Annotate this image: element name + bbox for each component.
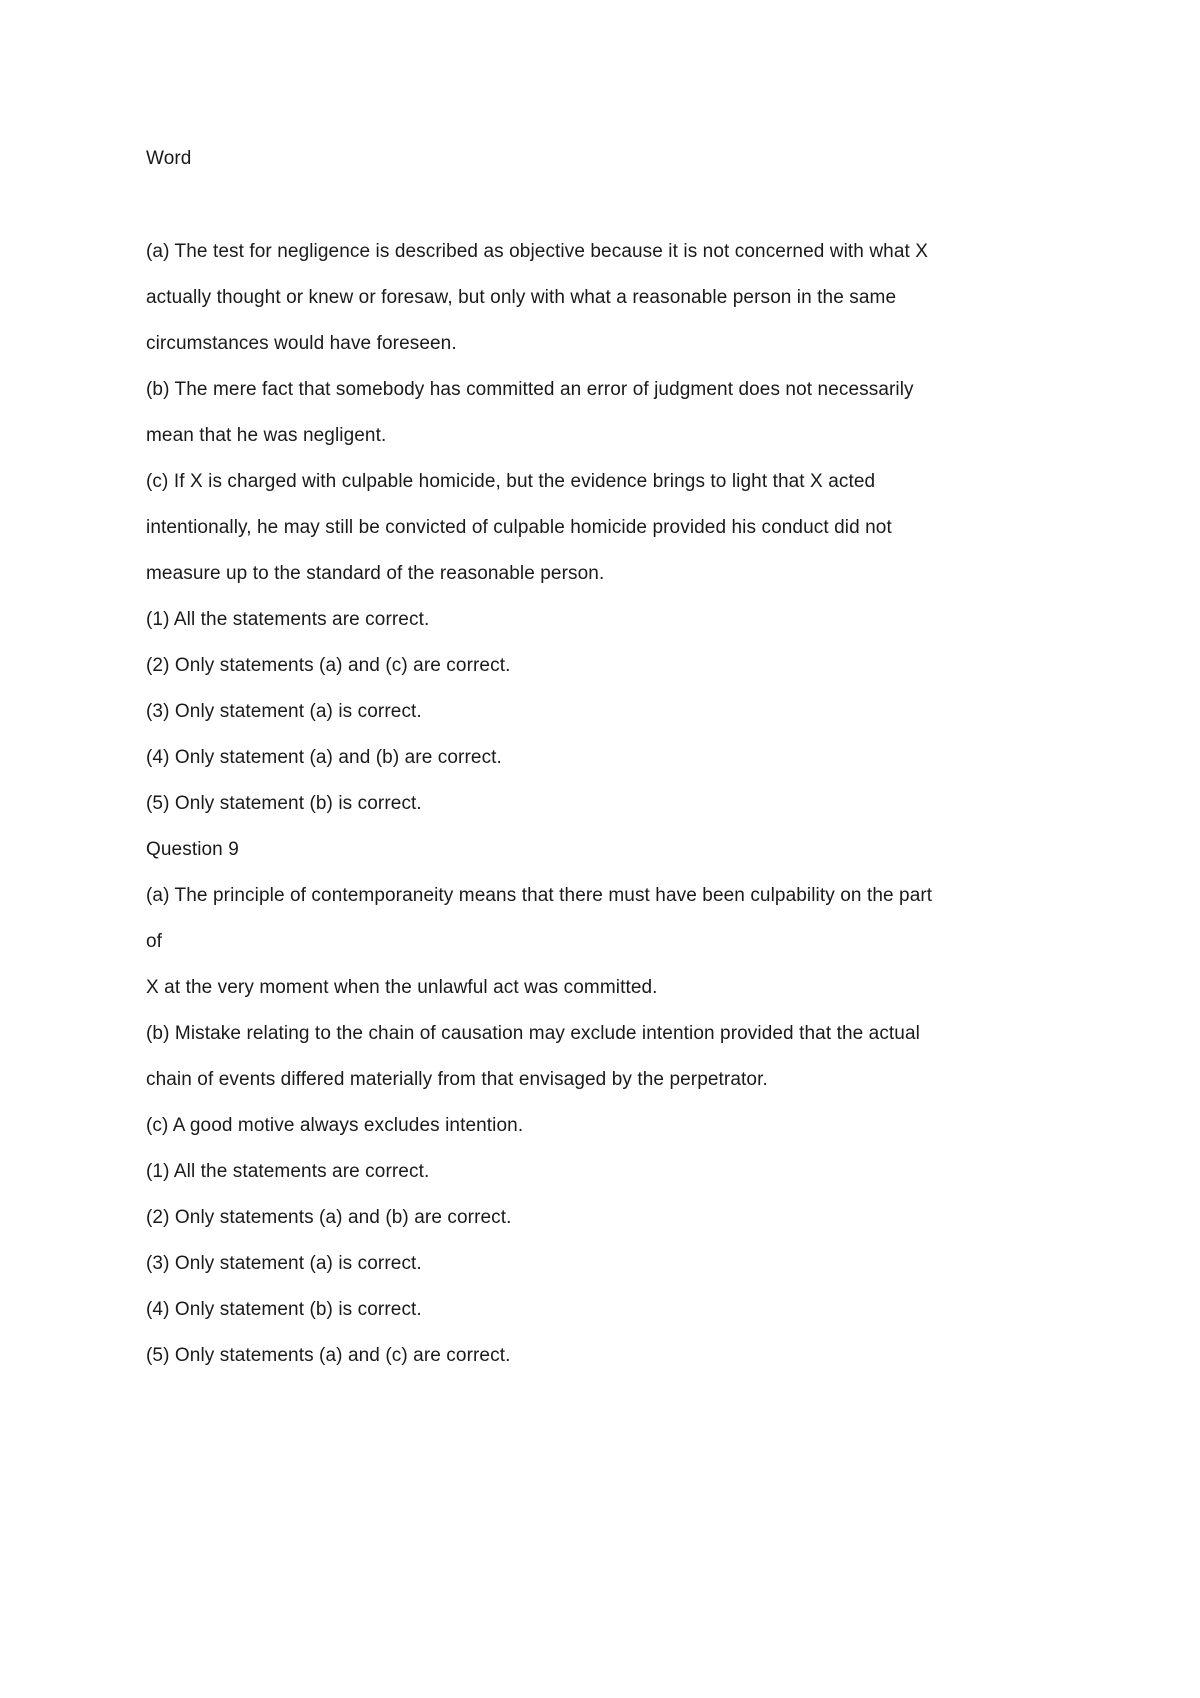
q8-statement-c-line-2: intentionally, he may still be convicted of culpable homicide provided his conduct did not [146,517,892,538]
q8-option-2: (2) Only statements (a) and (c) are correct. [146,655,511,676]
q8-statement-a-line-1: (a) The test for negligence is described as objective because it is not concerned with what X [146,241,929,262]
q9-option-1: (1) All the statements are correct. [146,1161,430,1182]
q8-statement-c-line-3: measure up to the standard of the reasonable person. [146,563,605,584]
q8-statement-a-line-2: actually thought or knew or foresaw, but only with what a reasonable person in the same [146,287,897,308]
q9-statement-b-line-1: (b) Mistake relating to the chain of causation may exclude intention provided that the actual [146,1023,920,1044]
q9-title: Question 9 [146,839,239,860]
q9-statement-a-line-3: X at the very moment when the unlawful act was committed. [146,977,658,998]
q9-statement-b-line-2: chain of events differed materially from that envisaged by the perpetrator. [146,1069,768,1090]
q9-statement-a-line-2: of [146,931,163,952]
q9-statement-c-line-1: (c) A good motive always excludes intention. [146,1115,524,1136]
q8-option-5: (5) Only statement (b) is correct. [146,793,422,814]
q8-statement-c-line-1: (c) If X is charged with culpable homicide, but the evidence brings to light that X acted [146,471,876,492]
q8-option-1: (1) All the statements are correct. [146,609,430,630]
q9-option-4: (4) Only statement (b) is correct. [146,1299,422,1320]
q9-statement-a-line-1: (a) The principle of contemporaneity means that there must have been culpability on the part [146,885,933,906]
q8-statement-a-line-3: circumstances would have foreseen. [146,333,457,354]
q9-option-3: (3) Only statement (a) is correct. [146,1253,422,1274]
q8-statement-b-line-1: (b) The mere fact that somebody has committed an error of judgment does not necessarily [146,379,914,400]
document-heading: Word [146,148,192,169]
q9-option-2: (2) Only statements (a) and (b) are correct. [146,1207,512,1228]
q8-option-3: (3) Only statement (a) is correct. [146,701,422,722]
q8-option-4: (4) Only statement (a) and (b) are correct. [146,747,502,768]
q8-statement-b-line-2: mean that he was negligent. [146,425,387,446]
q9-option-5: (5) Only statements (a) and (c) are correct. [146,1345,511,1366]
